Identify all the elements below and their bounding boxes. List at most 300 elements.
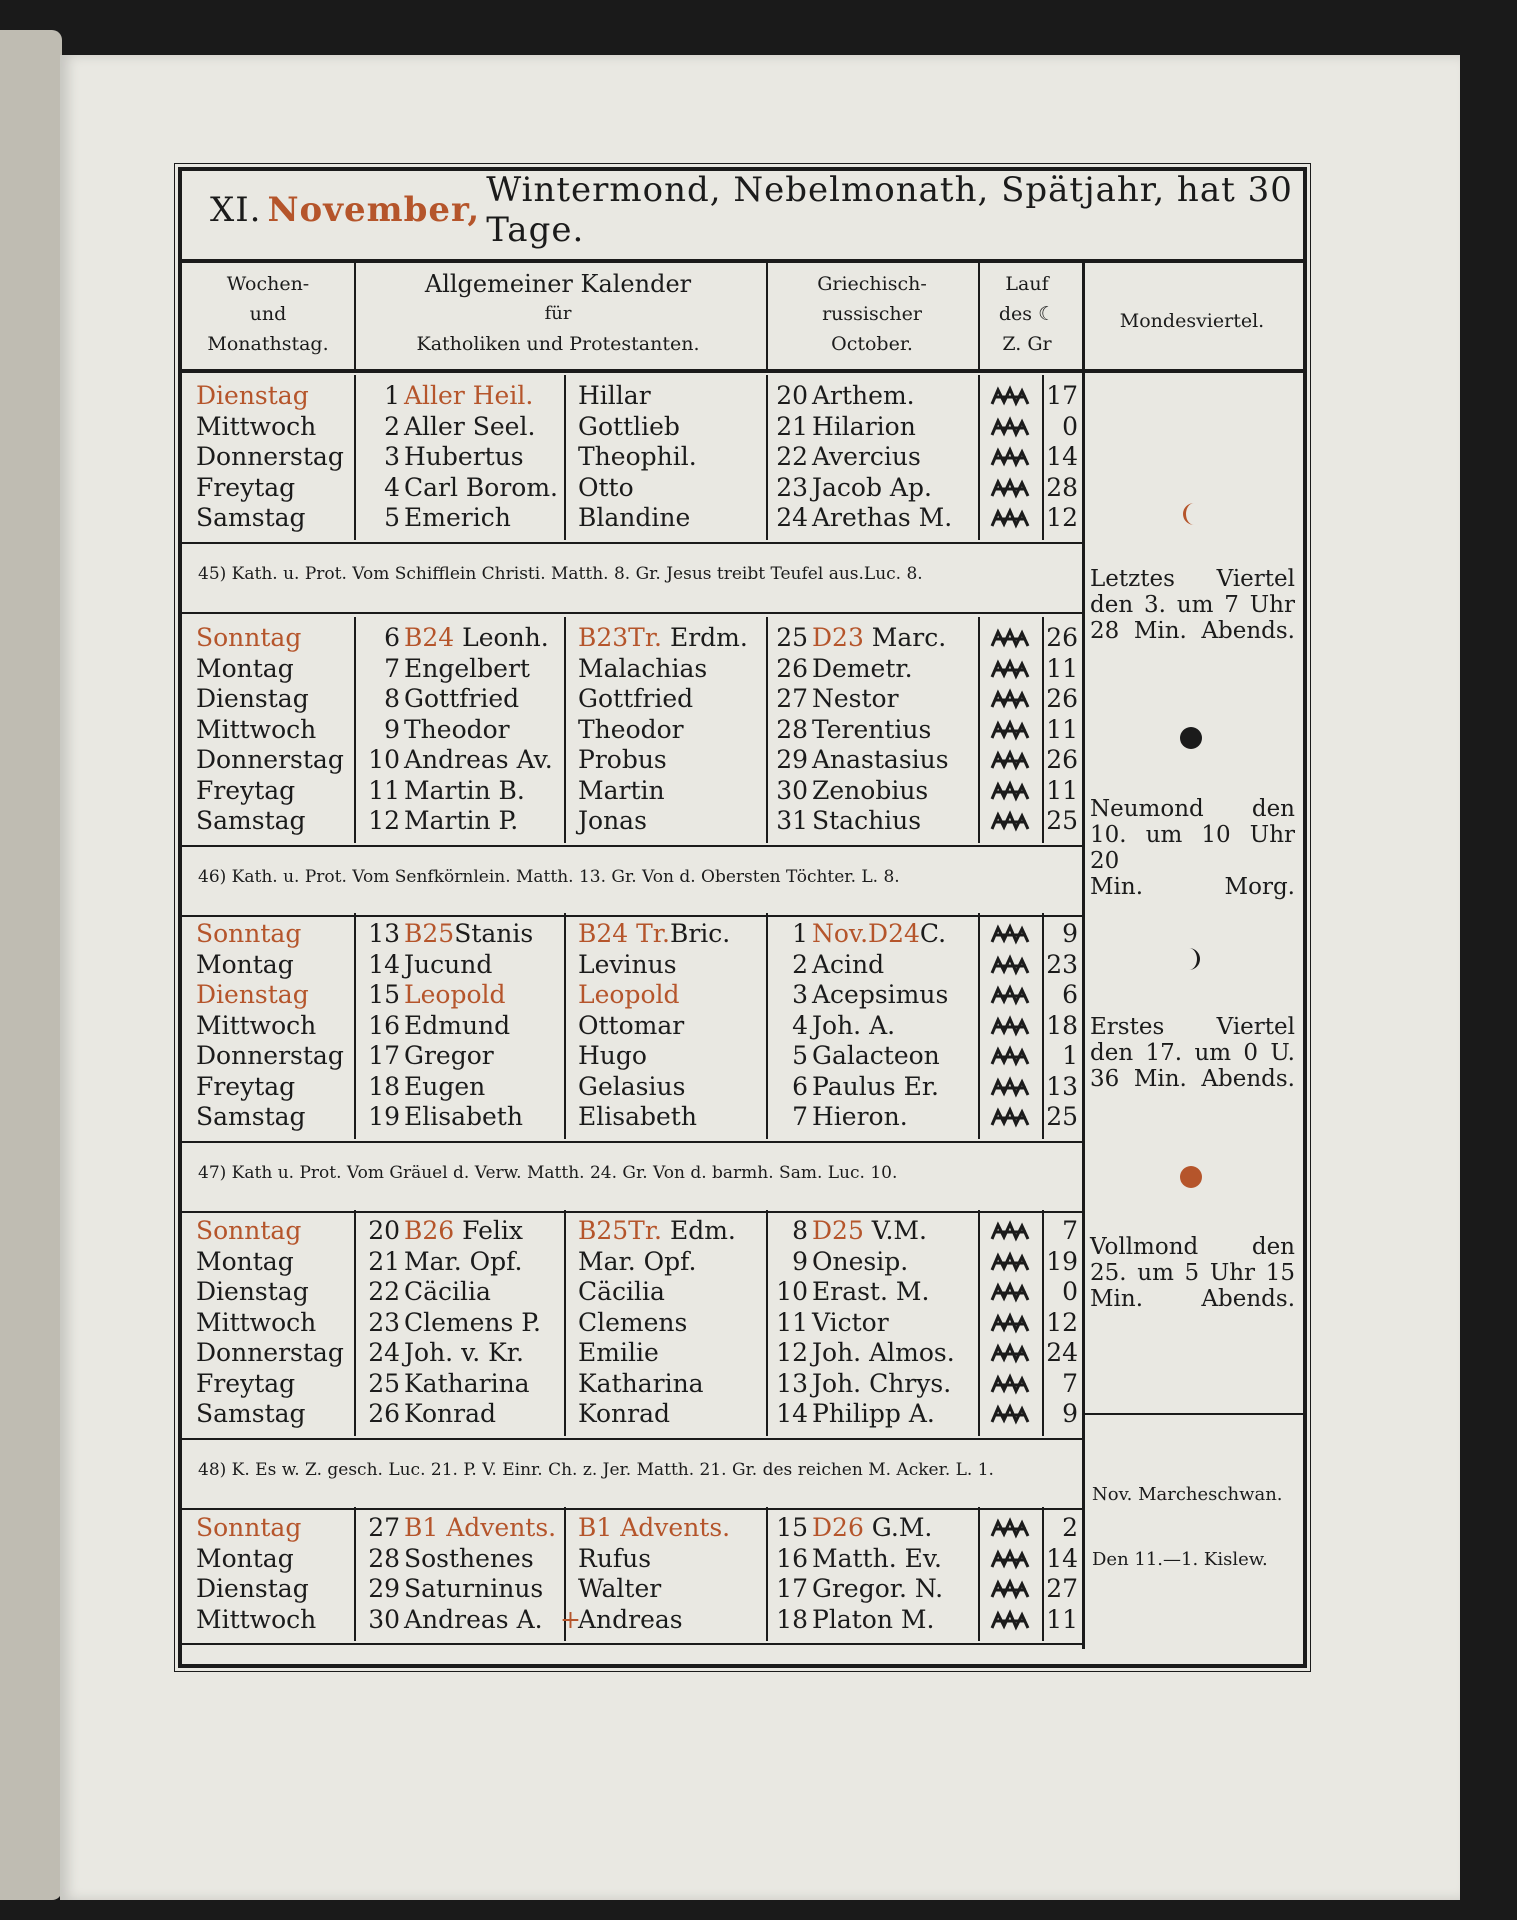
greek-date-number: 20: [776, 381, 808, 410]
weekday-cell: Sonntag: [196, 1216, 302, 1245]
greek-date-number: 4: [792, 1010, 808, 1040]
protestant-name: Walter: [578, 1574, 662, 1603]
protestant-name: Cäcilia: [578, 1277, 665, 1306]
zodiac-sign-icon: [988, 922, 1032, 946]
greek-date-number: 7: [792, 1102, 808, 1131]
catholic-saint: Andreas A.: [404, 1604, 543, 1634]
protestant-name: Martin: [578, 775, 665, 805]
column-separator: [766, 913, 768, 1139]
catholic-saint: Konrad: [404, 1399, 497, 1428]
weekday-cell: Mittwoch: [196, 1010, 317, 1040]
greek-date-number: 1: [792, 919, 808, 948]
greek-date-number: 2: [792, 949, 808, 979]
zodiac-sign-icon: [988, 1280, 1032, 1304]
catholic-saint: Engelbert: [404, 653, 530, 683]
date-number: 18: [368, 1071, 400, 1101]
zodiac-sign-icon: [988, 476, 1032, 500]
catholic-saint: Hubertus: [404, 442, 524, 471]
gospel-note: 48) K. Es w. Z. gesch. Luc. 21. P. V. Einr. Ch. z. Jer. Matth. 21. Gr. des reichen M. Acker. L. 1.: [198, 1459, 994, 1480]
divider: [182, 845, 1083, 847]
last-quarter-text: Letztes Viertel den 3. um 7 Uhr 28 Min. Abends.: [1090, 566, 1295, 644]
date-number: 9: [384, 714, 400, 744]
catholic-saint: Saturninus: [404, 1574, 544, 1603]
greek-saint: Joh. Chrys.: [812, 1368, 952, 1398]
protestant-name: Ottomar: [578, 1010, 685, 1040]
catholic-saint: Gregor: [404, 1041, 494, 1070]
moon-degree: 7: [1062, 1216, 1078, 1245]
date-number: 20: [368, 1216, 400, 1245]
date-number: 7: [384, 653, 400, 683]
weekday-cell: Sonntag: [196, 919, 302, 948]
column-separator: [766, 1210, 768, 1436]
zodiac-sign-icon: [988, 1516, 1032, 1540]
column-separator: [564, 913, 566, 1139]
moon-degree: 0: [1062, 411, 1078, 441]
catholic-saint: Clemens P.: [404, 1307, 541, 1337]
weekday-cell: Freytag: [196, 472, 296, 502]
column-separator: [978, 1210, 980, 1436]
protestant-name: Gelasius: [578, 1071, 686, 1101]
greek-saint: Terentius: [812, 714, 932, 744]
protestant-name: Konrad: [578, 1399, 671, 1428]
divider: [182, 612, 1083, 614]
greek-date-number: 9: [792, 1246, 808, 1276]
catholic-saint: Elisabeth: [404, 1102, 523, 1131]
catholic-saint: B26 Felix: [404, 1216, 523, 1245]
gospel-note: 47) Kath u. Prot. Vom Gräuel d. Verw. Matth. 24. Gr. Von d. barmh. Sam. Luc. 10.: [198, 1162, 898, 1183]
greek-date-number: 24: [776, 503, 808, 532]
full-moon-text: Vollmond den 25. um 5 Uhr 15 Min. Abends.: [1090, 1234, 1295, 1312]
greek-date-number: 3: [792, 980, 808, 1009]
title-numeral: XI.: [210, 190, 262, 230]
zodiac-sign-icon: [988, 1250, 1032, 1274]
rubric-text: B25Tr.: [578, 1216, 663, 1245]
moon-degree: 12: [1046, 503, 1078, 532]
weekday-cell: Montag: [196, 1543, 294, 1573]
moon-degree: 12: [1046, 1307, 1078, 1337]
gospel-note: 46) Kath. u. Prot. Vom Senfkörnlein. Matth. 13. Gr. Von d. Obersten Töchter. L. 8.: [198, 866, 900, 887]
greek-saint: Gregor. N.: [812, 1574, 944, 1603]
greek-saint: Arthem.: [812, 381, 915, 410]
divider: [182, 1643, 1083, 1645]
greek-date-number: 15: [776, 1513, 808, 1542]
greek-date-number: 14: [776, 1399, 808, 1428]
rubric-text: D25: [812, 1216, 864, 1245]
date-number: 19: [368, 1102, 400, 1131]
protestant-name: Otto: [578, 472, 634, 502]
protestant-name: Andreas: [578, 1604, 683, 1634]
greek-date-number: 10: [776, 1277, 808, 1306]
greek-saint: Joh. A.: [812, 1010, 896, 1040]
weekday-cell: Montag: [196, 1246, 294, 1276]
date-number: 25: [368, 1368, 400, 1398]
zodiac-sign-icon: [988, 687, 1032, 711]
zodiac-sign-icon: [988, 1341, 1032, 1365]
moon-degree: 24: [1046, 1338, 1078, 1367]
zodiac-sign-icon: [988, 953, 1032, 977]
greek-saint: Stachius: [812, 806, 922, 835]
date-number: 22: [368, 1277, 400, 1306]
protestant-name: Malachias: [578, 653, 708, 683]
greek-saint: Jacob Ap.: [812, 472, 932, 502]
greek-date-number: 21: [776, 411, 808, 441]
date-number: 10: [368, 745, 400, 774]
moon-degree: 11: [1046, 1604, 1078, 1634]
protestant-name: Jonas: [578, 806, 647, 835]
catholic-saint: Edmund: [404, 1010, 511, 1040]
column-separator: [564, 1210, 566, 1436]
weekday-cell: Mittwoch: [196, 1307, 317, 1337]
date-number: 30: [368, 1604, 400, 1634]
calendar-frame: [178, 167, 1307, 1668]
weekday-cell: Freytag: [196, 1071, 296, 1101]
date-number: 5: [384, 503, 400, 532]
greek-date-number: 22: [776, 442, 808, 471]
moon-degree: 6: [1062, 980, 1078, 1009]
column-separator: [766, 617, 768, 843]
protestant-name: Leopold: [578, 980, 680, 1009]
zodiac-sign-icon: [988, 718, 1032, 742]
catholic-saint: Joh. v. Kr.: [404, 1338, 524, 1367]
new-moon-icon: [1180, 727, 1202, 749]
greek-date-number: 11: [776, 1307, 808, 1337]
column-separator: [564, 375, 566, 540]
date-number: 11: [368, 775, 400, 805]
protestant-name: B24 Tr.Bric.: [578, 919, 731, 948]
greek-saint: Galacteon: [812, 1041, 940, 1070]
greek-saint: Nov.D24C.: [812, 919, 947, 948]
date-number: 28: [368, 1543, 400, 1573]
catholic-saint: Cäcilia: [404, 1277, 491, 1306]
greek-saint: Victor: [812, 1307, 889, 1337]
greek-saint: Arethas M.: [812, 503, 953, 532]
date-number: 8: [384, 684, 400, 713]
moon-degree: 2: [1062, 1513, 1078, 1542]
date-number: 21: [368, 1246, 400, 1276]
divider: [182, 259, 1303, 263]
moon-degree: 11: [1046, 653, 1078, 683]
greek-saint: Acind: [812, 949, 885, 979]
weekday-cell: Mittwoch: [196, 411, 317, 441]
greek-date-number: 29: [776, 745, 808, 774]
greek-date-number: 26: [776, 653, 808, 683]
protestant-name: B25Tr. Edm.: [578, 1216, 736, 1245]
greek-date-number: 28: [776, 714, 808, 744]
protestant-name: B23Tr. Erdm.: [578, 623, 748, 652]
divider: [182, 1438, 1083, 1440]
zodiac-sign-icon: [988, 1577, 1032, 1601]
catholic-saint: Theodor: [404, 714, 510, 744]
weekday-cell: Mittwoch: [196, 1604, 317, 1634]
weekday-cell: Donnerstag: [196, 1041, 344, 1070]
first-quarter-icon: [1181, 946, 1203, 968]
column-separator: [978, 1507, 980, 1641]
date-number: 15: [368, 980, 400, 1009]
weekday-cell: Samstag: [196, 806, 306, 835]
protestant-name: Gottlieb: [578, 411, 680, 441]
divider: [182, 369, 1303, 373]
protestant-name: Rufus: [578, 1543, 652, 1573]
date-number: 23: [368, 1307, 400, 1337]
moon-degree: 7: [1062, 1368, 1078, 1398]
zodiac-sign-icon: [988, 445, 1032, 469]
protestant-name: Mar. Opf.: [578, 1246, 697, 1276]
zodiac-sign-icon: [988, 1105, 1032, 1129]
column-separator: [766, 375, 768, 540]
zodiac-sign-icon: [988, 1402, 1032, 1426]
zodiac-sign-icon: [988, 657, 1032, 681]
weekday-cell: Donnerstag: [196, 1338, 344, 1367]
date-number: 2: [384, 411, 400, 441]
protestant-name: Clemens: [578, 1307, 688, 1337]
greek-saint: Anastasius: [812, 745, 949, 774]
greek-date-number: 5: [792, 1041, 808, 1070]
moon-degree: 25: [1046, 1102, 1078, 1131]
moon-degree: 25: [1046, 806, 1078, 835]
moon-degree: 14: [1046, 442, 1078, 471]
catholic-saint: Mar. Opf.: [404, 1246, 523, 1276]
column-separator: [564, 617, 566, 843]
moon-degree: 13: [1046, 1071, 1078, 1101]
column-separator: [354, 1210, 356, 1436]
moon-degree: 18: [1046, 1010, 1078, 1040]
date-number: 3: [384, 442, 400, 471]
moon-degree: 23: [1046, 949, 1078, 979]
date-number: 16: [368, 1010, 400, 1040]
protestant-name: Katharina: [578, 1368, 704, 1398]
zodiac-sign-icon: [988, 1608, 1032, 1632]
greek-saint: Paulus Er.: [812, 1071, 939, 1101]
protestant-name: Blandine: [578, 503, 691, 532]
title-month: November,: [267, 190, 481, 230]
column-separator: [978, 375, 980, 540]
greek-saint: D23 Marc.: [812, 623, 947, 652]
zodiac-sign-icon: [988, 748, 1032, 772]
greek-saint: Acepsimus: [812, 980, 949, 1009]
header-moon-phases: Mondesviertel.: [1119, 310, 1265, 332]
greek-saint: Hieron.: [812, 1102, 908, 1131]
protestant-name: Hugo: [578, 1041, 647, 1070]
zodiac-sign-icon: [988, 415, 1032, 439]
moon-degree: 11: [1046, 714, 1078, 744]
zodiac-sign-icon: [988, 626, 1032, 650]
protestant-name: Theophil.: [578, 442, 697, 471]
greek-saint: Philipp A.: [812, 1399, 935, 1428]
rubric-text: B24 Tr.: [578, 919, 670, 948]
weekday-cell: Donnerstag: [196, 442, 344, 471]
greek-saint: Zenobius: [812, 775, 929, 805]
moon-degree: 26: [1046, 745, 1078, 774]
catholic-saint: Carl Borom.: [404, 472, 559, 502]
weekday-cell: Samstag: [196, 503, 306, 532]
moon-degree: 19: [1046, 1246, 1078, 1276]
greek-saint: Hilarion: [812, 411, 916, 441]
zodiac-sign-icon: [988, 1014, 1032, 1038]
greek-saint: Avercius: [812, 442, 921, 471]
date-number: 27: [368, 1513, 400, 1542]
date-number: 13: [368, 919, 400, 948]
catholic-saint: Katharina: [404, 1368, 530, 1398]
greek-saint: Matth. Ev.: [812, 1543, 942, 1573]
date-number: 26: [368, 1399, 400, 1428]
new-moon-text: Neumond den 10. um 10 Uhr 20 Min. Morg.: [1090, 796, 1295, 900]
title-rest: Wintermond, Nebelmonath, Spätjahr, hat 30 Tage.: [486, 170, 1293, 250]
zodiac-sign-icon: [988, 983, 1032, 1007]
column-separator: [978, 913, 980, 1139]
header-moon-course: Lauf des ☾ Z. Gr: [998, 273, 1056, 355]
divider: [182, 1211, 1083, 1213]
greek-saint: Joh. Almos.: [812, 1338, 955, 1367]
column-separator: [354, 913, 356, 1139]
column-separator: [354, 375, 356, 540]
greek-saint: Platon M.: [812, 1604, 935, 1634]
column-separator: [978, 617, 980, 843]
weekday-cell: Dienstag: [196, 684, 309, 713]
rubric-text: B23Tr.: [578, 623, 663, 652]
greek-date-number: 18: [776, 1604, 808, 1634]
greek-saint: Erast. M.: [812, 1277, 930, 1306]
zodiac-sign-icon: [988, 384, 1032, 408]
weekday-cell: Montag: [196, 653, 294, 683]
catholic-saint: Jucund: [404, 949, 493, 979]
zodiac-sign-icon: [988, 506, 1032, 530]
catholic-saint: Emerich: [404, 503, 511, 532]
divider: [182, 542, 1083, 544]
date-number: 29: [368, 1574, 400, 1603]
protestant-name: Theodor: [578, 714, 684, 744]
greek-date-number: 16: [776, 1543, 808, 1573]
greek-saint: Nestor: [812, 684, 899, 713]
greek-date-number: 8: [792, 1216, 808, 1245]
zodiac-sign-icon: [988, 1219, 1032, 1243]
divider: [182, 915, 1083, 917]
zodiac-sign-icon: [988, 1044, 1032, 1068]
rubric-text: D23: [812, 623, 864, 652]
rubric-text: B24: [404, 623, 455, 652]
date-number: 17: [368, 1041, 400, 1070]
column-separator: [354, 617, 356, 843]
moon-degree: 9: [1062, 919, 1078, 948]
greek-saint: D25 V.M.: [812, 1216, 927, 1245]
rubric-text: Nov.D24: [812, 919, 920, 948]
zodiac-sign-icon: [988, 1311, 1032, 1335]
weekday-cell: Mittwoch: [196, 714, 317, 744]
protestant-name: Probus: [578, 745, 667, 774]
protestant-name: B1 Advents.: [578, 1513, 731, 1542]
moon-degree: 28: [1046, 472, 1078, 502]
moon-degree: 0: [1062, 1277, 1078, 1306]
facing-page-edge: [0, 30, 62, 1900]
rubric-text: B26: [404, 1216, 455, 1245]
catholic-saint: Eugen: [404, 1071, 486, 1101]
protestant-name: Levinus: [578, 949, 677, 979]
weekday-cell: Montag: [196, 949, 294, 979]
column-separator: [766, 1507, 768, 1641]
protestant-name: Emilie: [578, 1338, 659, 1367]
cross-mark: +: [560, 1604, 581, 1634]
date-number: 12: [368, 806, 400, 835]
moon-degree: 1: [1062, 1041, 1078, 1070]
catholic-saint: Martin P.: [404, 806, 519, 835]
rubric-text: B25: [404, 919, 455, 948]
greek-date-number: 23: [776, 472, 808, 502]
header-greek-russian: Griechisch- russischer October.: [817, 273, 927, 355]
protestant-name: Gottfried: [578, 684, 694, 713]
zodiac-sign-icon: [988, 1075, 1032, 1099]
zodiac-sign-icon: [988, 1372, 1032, 1396]
catholic-saint: Sosthenes: [404, 1543, 534, 1573]
catholic-saint: Andreas Av.: [404, 745, 553, 774]
header-weekday: Wochen- und Monathstag.: [207, 273, 329, 355]
greek-date-number: 30: [776, 775, 808, 805]
full-moon-icon: [1180, 1166, 1202, 1188]
weekday-cell: Samstag: [196, 1102, 306, 1131]
weekday-cell: Freytag: [196, 1368, 296, 1398]
first-quarter-text: Erstes Viertel den 17. um 0 U. 36 Min. Abends.: [1090, 1014, 1295, 1092]
weekday-cell: Sonntag: [196, 1513, 302, 1542]
catholic-saint: Leopold: [404, 980, 506, 1009]
moon-degree: 9: [1062, 1399, 1078, 1428]
moon-degree: 14: [1046, 1543, 1078, 1573]
moon-degree: 17: [1046, 381, 1078, 410]
zodiac-sign-icon: [988, 809, 1032, 833]
weekday-cell: Samstag: [196, 1399, 306, 1428]
protestant-name: Elisabeth: [578, 1102, 697, 1131]
rubric-text: D26: [812, 1513, 864, 1542]
divider: [182, 1141, 1083, 1143]
catholic-saint: Aller Seel.: [404, 411, 536, 441]
catholic-saint: B1 Advents.: [404, 1513, 557, 1542]
gospel-note: 45) Kath. u. Prot. Vom Schifflein Christi. Matth. 8. Gr. Jesus treibt Teufel aus.Luc. 8.: [198, 563, 923, 584]
jewish-month-text: Nov. Marcheschwan. Den 11.—1. Kislew.: [1092, 1484, 1283, 1570]
date-number: 6: [384, 623, 400, 652]
greek-date-number: 6: [792, 1071, 808, 1101]
date-number: 4: [384, 472, 400, 502]
weekday-cell: Freytag: [196, 775, 296, 805]
greek-date-number: 12: [776, 1338, 808, 1367]
date-number: 1: [384, 381, 400, 410]
moon-degree: 26: [1046, 623, 1078, 652]
catholic-saint: Aller Heil.: [404, 381, 534, 410]
weekday-cell: Donnerstag: [196, 745, 344, 774]
last-quarter-icon: [1180, 501, 1202, 523]
greek-saint: Demetr.: [812, 653, 913, 683]
column-separator: [354, 1507, 356, 1641]
moon-degree: 27: [1046, 1574, 1078, 1603]
weekday-cell: Sonntag: [196, 623, 302, 652]
header-general-calendar: Allgemeiner Kalender für Katholiken und Protestanten.: [416, 270, 700, 355]
catholic-saint: Gottfried: [404, 684, 520, 713]
weekday-cell: Dienstag: [196, 1277, 309, 1306]
weekday-cell: Dienstag: [196, 1574, 309, 1603]
page-title: [182, 170, 1303, 250]
zodiac-sign-icon: [988, 1547, 1032, 1571]
date-number: 24: [368, 1338, 400, 1367]
greek-date-number: 17: [776, 1574, 808, 1603]
divider: [182, 1508, 1083, 1510]
moon-degree: 11: [1046, 775, 1078, 805]
weekday-cell: Dienstag: [196, 980, 309, 1009]
greek-saint: Onesip.: [812, 1246, 909, 1276]
zodiac-sign-icon: [988, 779, 1032, 803]
weekday-cell: Dienstag: [196, 381, 309, 410]
catholic-saint: B25Stanis: [404, 919, 534, 948]
greek-date-number: 13: [776, 1368, 808, 1398]
greek-date-number: 27: [776, 684, 808, 713]
greek-date-number: 25: [776, 623, 808, 652]
protestant-name: Hillar: [578, 381, 651, 410]
catholic-saint: B24 Leonh.: [404, 623, 549, 652]
